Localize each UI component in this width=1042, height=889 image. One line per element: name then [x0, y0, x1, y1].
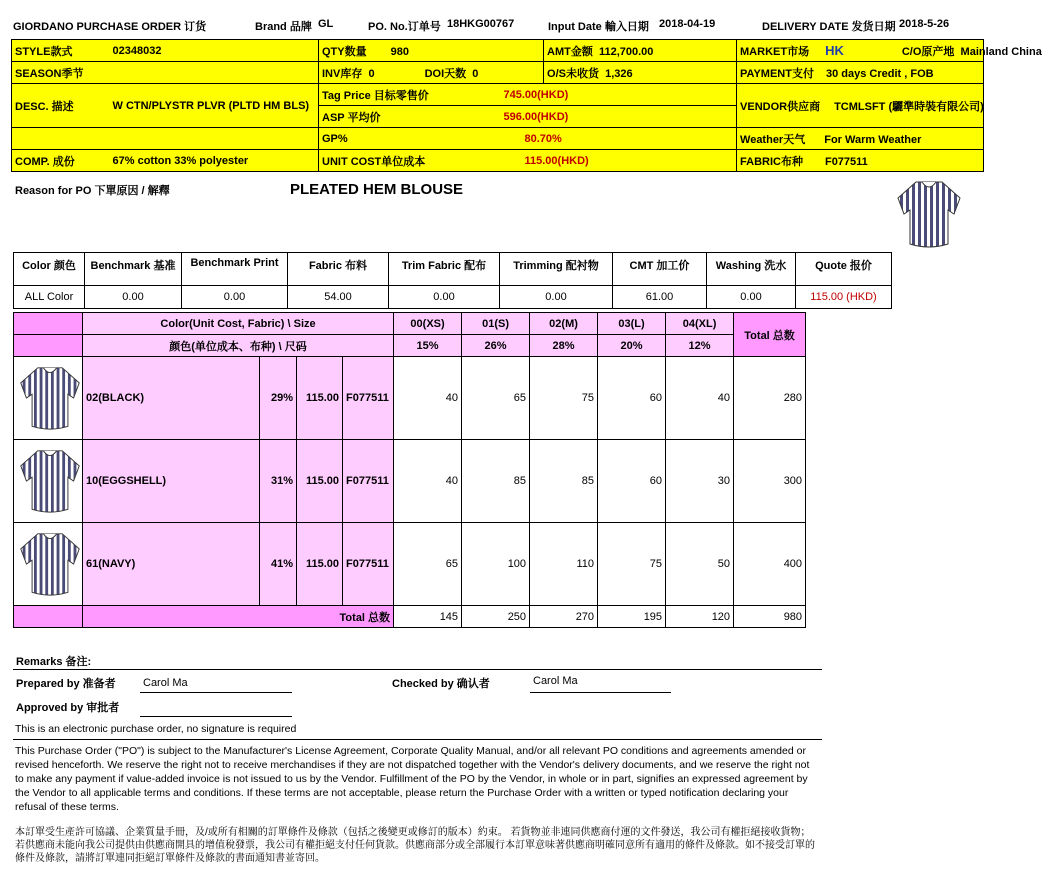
row-total: 300: [734, 440, 806, 523]
cost-value-quote: 115.00 (HKD): [796, 286, 892, 309]
table-row: [14, 523, 806, 606]
delivery-date-label: DELIVERY DATE 发货日期: [762, 21, 896, 33]
size-s: 01(S): [462, 313, 530, 335]
row-cost: 115.00: [297, 523, 343, 606]
amt-cell: [544, 40, 737, 62]
payment-label: PAYMENT支付: [740, 67, 814, 80]
checked-by: Carol Ma: [533, 675, 578, 687]
os-label: O/S未收货: [547, 67, 599, 80]
tag-price-value: 745.00(HKD): [464, 84, 640, 106]
market-cell: [737, 40, 1042, 62]
fabric-value: F077511: [824, 155, 868, 168]
checked-underline: [530, 692, 671, 693]
product-title: PLEATED HEM BLOUSE: [290, 181, 464, 198]
comp-label: COMP. 成份: [12, 150, 110, 172]
totals-label: Total 总数: [83, 606, 394, 628]
qty-cell: [319, 40, 544, 62]
desc-value: W CTN/PLYSTR PLVR (PLTD HM BLS): [110, 84, 319, 128]
row-qty-l: 60: [598, 357, 666, 440]
inv-cell: [319, 62, 544, 84]
ratio-s: 26%: [462, 335, 530, 357]
approved-label: Approved by 审批者: [16, 702, 120, 714]
unit-cost-value: 115.00(HKD): [464, 150, 640, 172]
row-fabric: F077511: [343, 357, 394, 440]
gp-value: 80.70%: [464, 128, 640, 150]
blouse-icon: [17, 446, 83, 516]
electronic-note: This is an electronic purchase order, no signature is required: [15, 723, 297, 735]
size-xl: 04(XL): [666, 313, 734, 335]
cost-header-fabric: Fabric 布料: [288, 253, 389, 286]
vendor-cell: [737, 84, 984, 128]
row-pct: 31%: [260, 440, 297, 523]
row-qty-s: 65: [462, 357, 530, 440]
cost-header-trim-fabric: Trim Fabric 配布: [389, 253, 500, 286]
row-qty-xs: 40: [394, 357, 462, 440]
size-corner-top: [14, 313, 83, 335]
table-row: [14, 357, 806, 440]
color-swatch: [14, 357, 83, 440]
row-color: 61(NAVY): [83, 523, 260, 606]
weather-label: Weather天气: [740, 133, 806, 146]
product-image: [894, 178, 964, 253]
po-number: 18HKG00767: [447, 18, 515, 30]
row-qty-xl: 40: [666, 357, 734, 440]
fabric-cell: [737, 150, 984, 172]
row-cost: 115.00: [297, 357, 343, 440]
terms-english: This Purchase Order ("PO") is subject to the Manufacturer's License Agreement, Corporate Quality Manual, and/or all relevant PO conditions and agreements amended or revised henceforth. We reserve the right not to receive merchandises if they are not dispatched together with the Vendor's delivery documents, and we reserve the right not to make any payment if value-added invoice is not issued to us by the Vendor. Fulfillment of the PO by the Vendor, in whole or in part, signifies an expressed agreement by the Vendor to all applicable terms and conditions. If these terms are not acceptable, please return the Purchase Order with a written or typed notification declaring your refusal of these terms.: [15, 745, 810, 813]
size-header-line1: Color(Unit Cost, Fabric) \ Size: [83, 313, 394, 335]
totals-row: [14, 606, 806, 628]
cost-value-fabric: 54.00: [288, 286, 389, 309]
checked-label: Checked by 确认者: [392, 678, 490, 690]
cost-value-benchmark-print: 0.00: [182, 286, 288, 309]
os-value: 1,326: [605, 67, 633, 80]
ratio-xl: 12%: [666, 335, 734, 357]
delivery-date: 2018-5-26: [899, 18, 950, 30]
cost-value-trimming: 0.00: [500, 286, 613, 309]
qty-label: QTY数量: [322, 45, 367, 58]
approved-underline: [140, 716, 292, 717]
fabric-label: FABRIC布种: [740, 155, 803, 168]
ratio-xs: 15%: [394, 335, 462, 357]
cost-breakdown-table: [13, 252, 892, 309]
unit-cost-label: UNIT COST单位成本: [319, 150, 464, 172]
row-qty-m: 110: [530, 523, 598, 606]
cost-value-benchmark: 0.00: [85, 286, 182, 309]
blouse-icon: [17, 529, 83, 599]
style-label: STYLE款式: [12, 40, 110, 62]
blank-value: [110, 128, 319, 150]
total-xl: 120: [666, 606, 734, 628]
remarks-label: Remarks 备注:: [16, 656, 92, 668]
row-total: 400: [734, 523, 806, 606]
order-info-grid: [11, 39, 1042, 172]
season-value: [110, 62, 319, 84]
po-number-label: PO. No.订单号: [368, 21, 441, 33]
row-qty-l: 75: [598, 523, 666, 606]
style-value: 02348032: [110, 40, 319, 62]
size-xs: 00(XS): [394, 313, 462, 335]
size-m: 02(M): [530, 313, 598, 335]
grand-total: 980: [734, 606, 806, 628]
co-value: Mainland China: [960, 45, 1042, 58]
vendor-label: VENDOR供应商: [740, 100, 821, 113]
tag-price-spacer: [640, 84, 737, 106]
size-header-line2: 颜色(单位成本、布种) \ 尺码: [83, 335, 394, 357]
row-qty-m: 85: [530, 440, 598, 523]
cost-header-cmt: CMT 加工价: [613, 253, 707, 286]
cost-header-benchmark: Benchmark 基准: [85, 253, 182, 286]
row-pct: 41%: [260, 523, 297, 606]
size-total-header: Total 总数: [734, 313, 806, 357]
blouse-icon: [17, 363, 83, 433]
payment-value: 30 days Credit , FOB: [825, 67, 934, 80]
unit-cost-spacer: [640, 150, 737, 172]
row-qty-xs: 40: [394, 440, 462, 523]
cost-value-trim-fabric: 0.00: [389, 286, 500, 309]
brand-label: Brand 品牌: [255, 21, 312, 33]
row-qty-xs: 65: [394, 523, 462, 606]
size-breakdown-table: [13, 312, 806, 628]
total-xs: 145: [394, 606, 462, 628]
doi-label: DOI天数: [424, 67, 467, 80]
row-fabric: F077511: [343, 523, 394, 606]
size-l: 03(L): [598, 313, 666, 335]
amt-label: AMT金额: [547, 45, 593, 58]
doi-value: 0: [472, 67, 479, 80]
row-qty-s: 100: [462, 523, 530, 606]
inv-label: INV库存: [322, 67, 363, 80]
asp-value: 596.00(HKD): [464, 106, 640, 128]
total-s: 250: [462, 606, 530, 628]
row-fabric: F077511: [343, 440, 394, 523]
reason-label: Reason for PO 下單原因 / 解釋: [15, 185, 170, 197]
os-cell: [544, 62, 737, 84]
ratio-l: 20%: [598, 335, 666, 357]
brand-value: GL: [318, 18, 334, 30]
terms-chinese: 本訂單受生產許可協議、企業質量手冊，及/或所有相關的訂單條件及條款（包括之後變更或修訂的版本）約束。 若貨物並非連同供應商付運的文件發送，我公司有權拒絕接收貨物；若供應商未能向我公司提供由供應商開具的增值稅發票，我公司有權拒絕支付任何貨款。供應商部分或全部履行本訂單意味著供應商明確同意所有適用的條件及條款。如不接受訂單的條件及條款，請將訂單連同拒絕訂單條件及條款的書面通知書並寄回。: [15, 827, 815, 864]
prepared-label: Prepared by 准备者: [16, 678, 116, 690]
asp-spacer: [640, 106, 737, 128]
gp-label: GP%: [319, 128, 464, 150]
row-pct: 29%: [260, 357, 297, 440]
tag-price-label: Tag Price 目标零售价: [319, 84, 464, 106]
remarks-divider: [13, 669, 822, 670]
color-swatch: [14, 523, 83, 606]
comp-value: 67% cotton 33% polyester: [110, 150, 319, 172]
blank-label: [12, 128, 110, 150]
weather-value: For Warm Weather: [824, 133, 922, 146]
desc-label: DESC. 描述: [12, 84, 110, 128]
weather-cell: [737, 128, 984, 150]
total-m: 270: [530, 606, 598, 628]
row-color: 02(BLACK): [83, 357, 260, 440]
cost-header-color: Color 颜色: [14, 253, 85, 286]
row-qty-xl: 30: [666, 440, 734, 523]
payment-cell: [737, 62, 984, 84]
prepared-by: Carol Ma: [143, 677, 188, 689]
inv-value: 0: [368, 67, 375, 80]
total-l: 195: [598, 606, 666, 628]
cost-header-washing: Washing 洗水: [707, 253, 796, 286]
cost-header-quote: Quote 报价: [796, 253, 892, 286]
asp-label: ASP 平均价: [319, 106, 464, 128]
vendor-value: TCMLSFT (驪準時裝有限公司): [834, 100, 984, 113]
ratio-m: 28%: [530, 335, 598, 357]
season-label: SEASON季节: [12, 62, 110, 84]
row-total: 280: [734, 357, 806, 440]
row-qty-m: 75: [530, 357, 598, 440]
prepared-underline: [140, 692, 292, 693]
input-date-label: Input Date 輸入日期: [548, 21, 649, 33]
row-qty-l: 60: [598, 440, 666, 523]
market-value: HK: [825, 42, 844, 58]
gp-spacer: [640, 128, 737, 150]
terms-divider: [13, 739, 822, 740]
amt-value: 112,700.00: [598, 45, 654, 58]
blouse-icon: [894, 178, 964, 250]
row-color: 10(EGGSHELL): [83, 440, 260, 523]
input-date: 2018-04-19: [659, 18, 716, 30]
cost-value-washing: 0.00: [707, 286, 796, 309]
row-cost: 115.00: [297, 440, 343, 523]
row-qty-xl: 50: [666, 523, 734, 606]
qty-value: 980: [390, 45, 409, 58]
cost-header-trimming: Trimming 配衬物: [500, 253, 613, 286]
cost-header-benchmark-print: Benchmark Print: [182, 253, 288, 286]
cost-value-color: ALL Color: [14, 286, 85, 309]
size-corner-bottom: [14, 335, 83, 357]
totals-corner: [14, 606, 83, 628]
co-label: C/O原产地: [901, 45, 955, 58]
cost-value-cmt: 61.00: [613, 286, 707, 309]
table-row: [14, 440, 806, 523]
market-label: MARKET市场: [740, 45, 810, 58]
color-swatch: [14, 440, 83, 523]
po-title: GIORDANO PURCHASE ORDER 订货: [13, 21, 207, 33]
row-qty-s: 85: [462, 440, 530, 523]
